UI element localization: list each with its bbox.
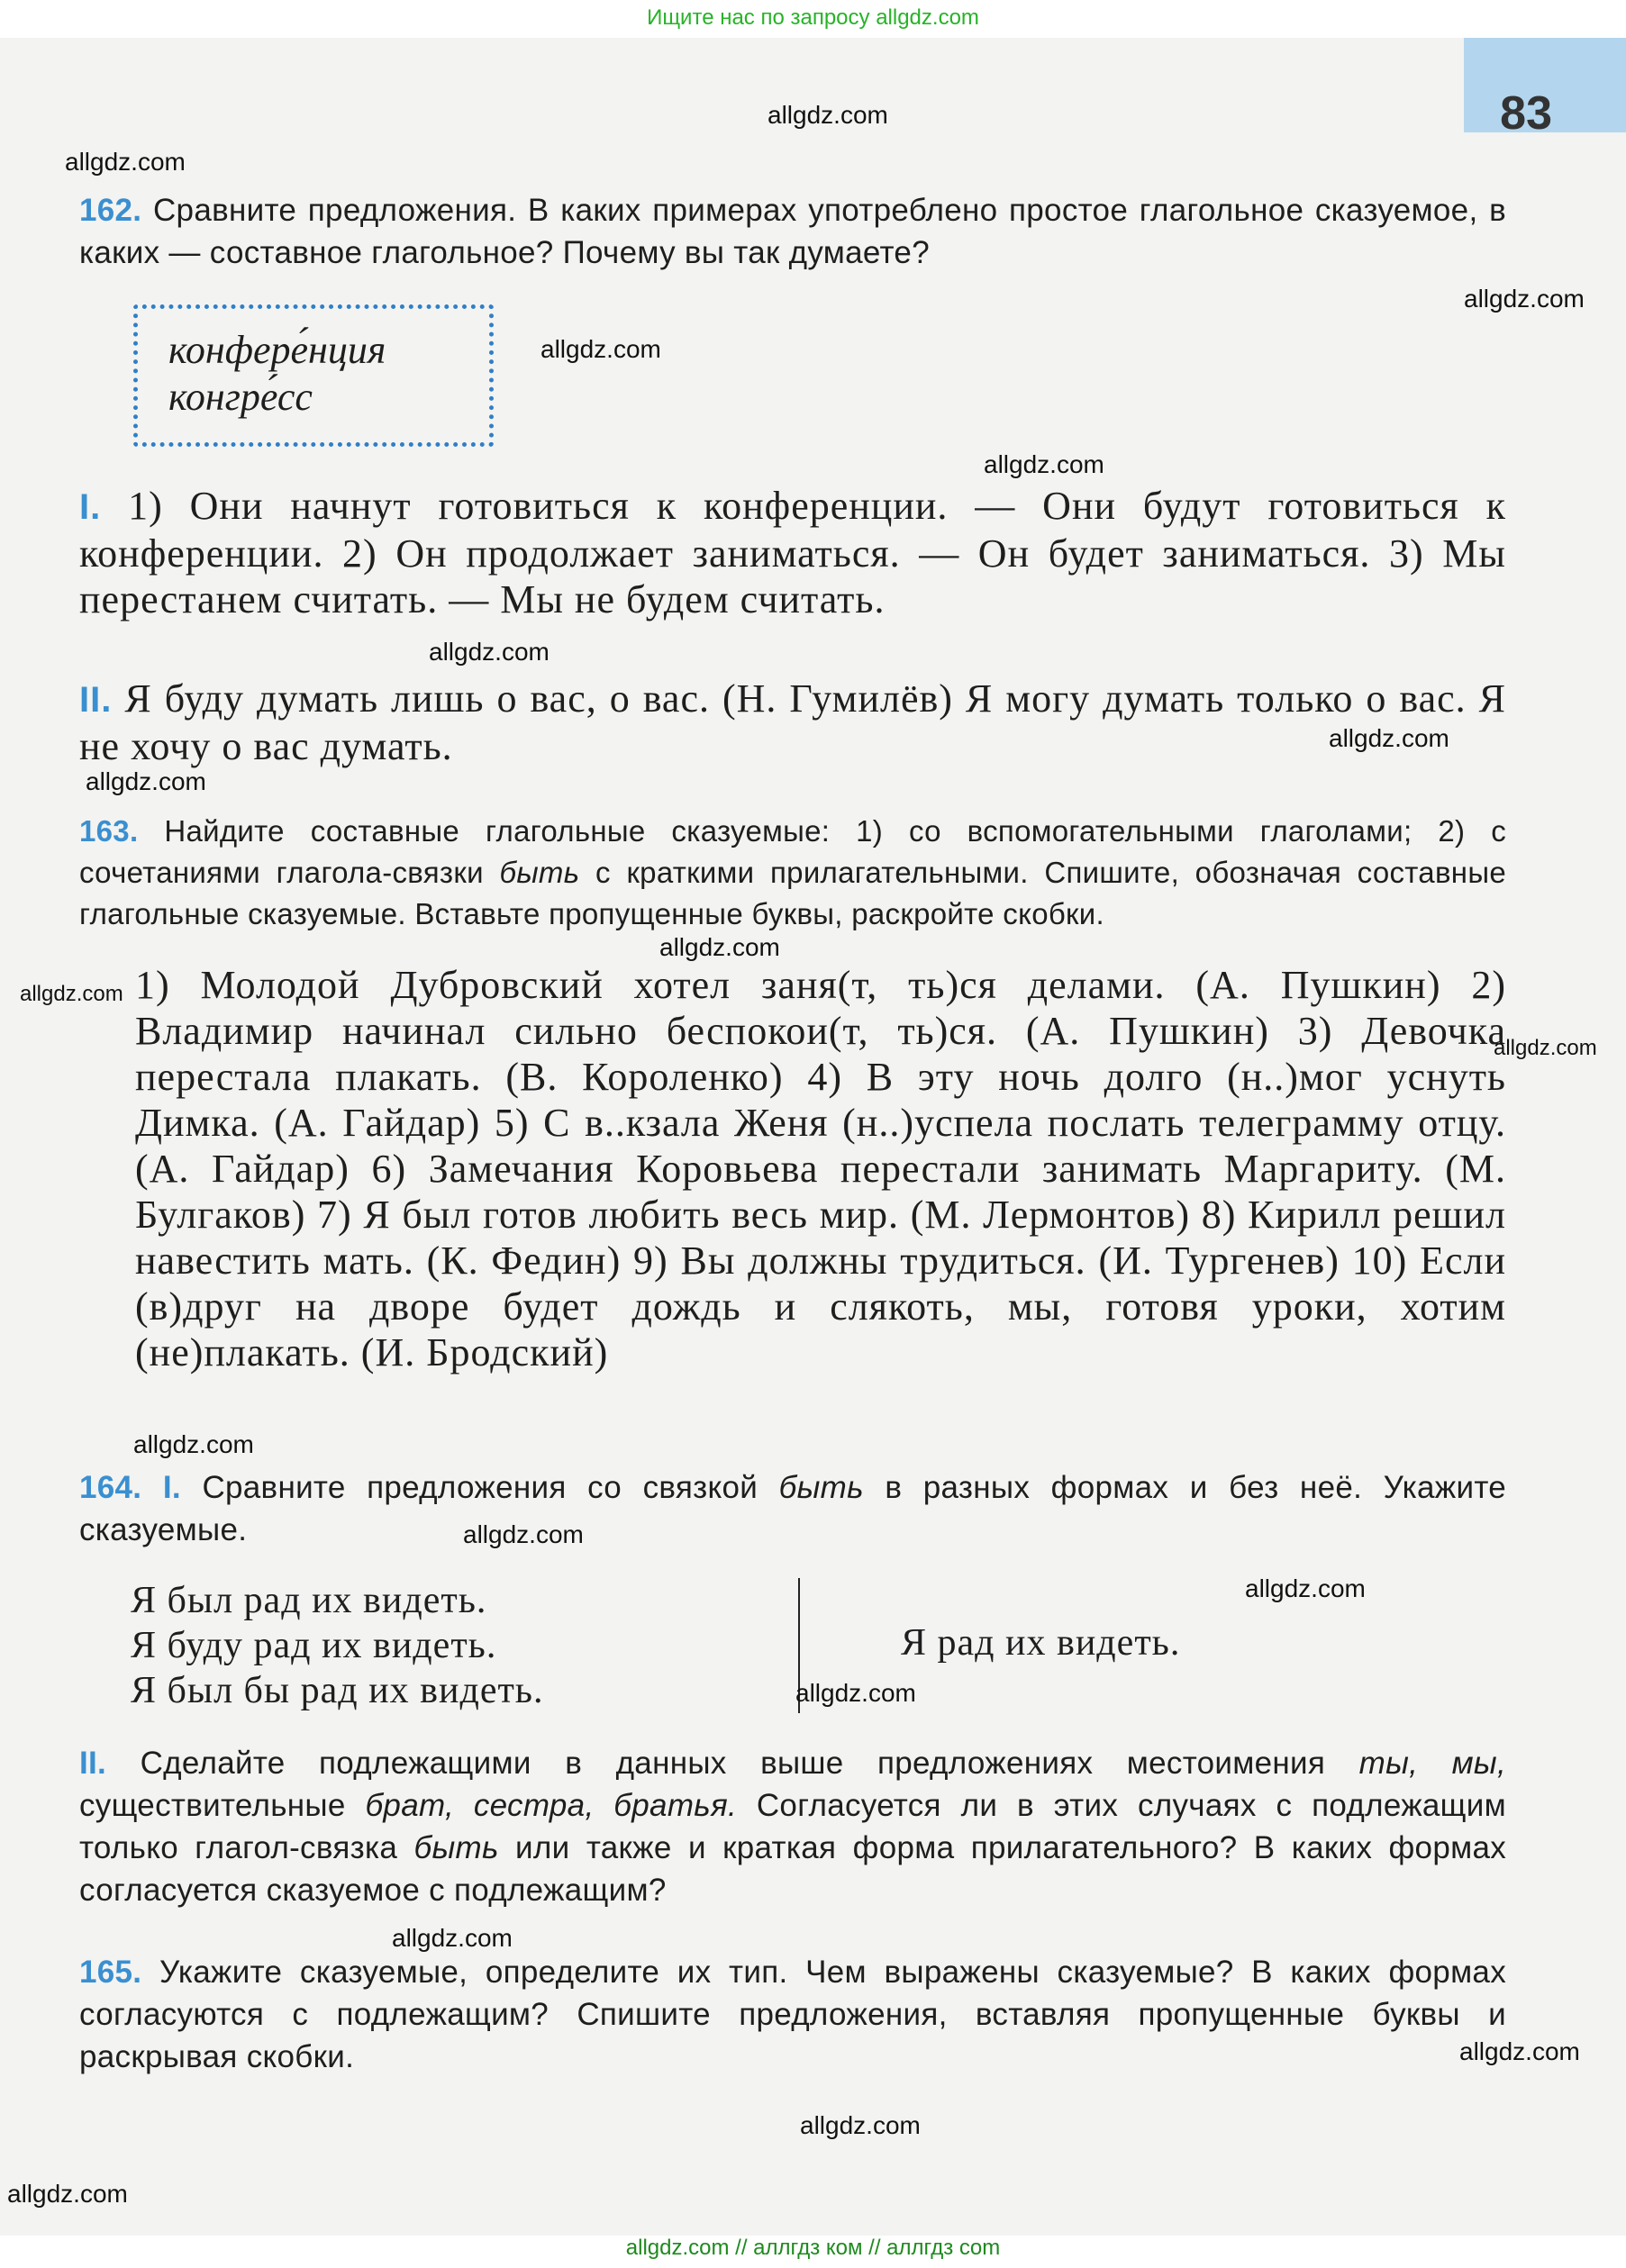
exercise-162-text: Сравните предложения. В каких примерах употреблено простое глагольное сказуемое, в каких — составное глагольное? Почему вы так думаете? (79, 193, 1507, 270)
vocab-word-1: конфере́нция (168, 328, 386, 372)
exercise-164-number: 164. (79, 1470, 142, 1505)
watermark: allgdz.com (65, 148, 186, 176)
exercise-162-part1-text: 1) Они начнут готовиться к конференции. — Они будут готовиться к конференции. 2) Он продолжает заниматься. — Он будет заниматься. 3) Мы перестанем считать. — Мы не будем считать. (79, 484, 1507, 621)
exercise-163-text-a: Найдите составные глагольные сказуемые: 1) со вспомогательными глаголами; 2) с сочетаниями глагола-связки (79, 814, 1506, 889)
part2-label: II. (79, 680, 113, 720)
exercise-164-task2-text-b: существительные (79, 1788, 346, 1823)
vocabulary-box (133, 304, 494, 447)
exercise-162-part2 (79, 676, 1506, 769)
watermark: allgdz.com (659, 933, 780, 961)
watermark: allgdz.com (1494, 1036, 1597, 1060)
watermark: allgdz.com (463, 1520, 584, 1548)
watermark: allgdz.com (86, 767, 206, 795)
exercise-163-task (79, 811, 1506, 935)
exercise-164-task2-em3: быть (413, 1830, 499, 1865)
part1-label: I. (79, 487, 102, 527)
exercise-164-task1-em: быть (778, 1470, 864, 1505)
exercise-164-task1-text-b: в разных формах и без неё. Укажите сказуемые. (79, 1470, 1507, 1547)
watermark: allgdz.com (984, 450, 1104, 478)
exercise-164-task2-text-c: Согласуется ли в этих случаях с подлежащим только глагол-связка (79, 1788, 1506, 1865)
top-banner[interactable]: Ищите нас по запросу allgdz.com (647, 5, 979, 30)
watermark: allgdz.com (1245, 1574, 1366, 1602)
watermark: allgdz.com (800, 2111, 921, 2139)
exercise-162-number: 162. (79, 193, 142, 228)
watermark: allgdz.com (1459, 2037, 1580, 2065)
watermark: allgdz.com (768, 101, 888, 129)
exercise-162-part2-text: Я буду думать лишь о вас, о вас. (Н. Гумилёв) Я могу думать только о вас. Я не хочу о вас думать. (79, 676, 1506, 768)
watermark: allgdz.com (429, 638, 550, 666)
exercise-164-task1-text-a: Сравните предложения со связкой (202, 1470, 758, 1505)
watermark: allgdz.com (540, 335, 661, 363)
exercise-164-task2-text-a: Сделайте подлежащими в данных выше предложениях местоимения (140, 1746, 1326, 1781)
exercise-163-em: быть (499, 856, 580, 889)
watermark: allgdz.com (7, 2180, 128, 2208)
exercise-164-task2-em2: брат, сестра, братья. (365, 1788, 738, 1823)
watermark: allgdz.com (133, 1430, 254, 1458)
exercise-164-task2 (79, 1742, 1506, 1911)
comparison-right-sentence: Я рад их видеть. (901, 1622, 1181, 1664)
exercise-162-part1 (79, 483, 1506, 622)
exercise-163-text: 1) Молодой Дубровский хотел заня(т, ть)ся делами. (А. Пушкин) 2) Владимир начинал сильно беспокои(т, ть)ся. (А. Пушкин) 3) Девочка перестала плакать. (В. Короленко) 4) В эту ночь долго (н..)мог уснуть Димка. (А. Гайдар) 5) С в..кзала Женя (н..)успела послать телеграмму отцу. (А. Гайдар) 6) Замечания Коровьева перестали занимать Маргариту. (М. Булгаков) 7) Я был готов любить весь мир. (М. Лермонтов) 8) Кирилл решил навестить мать. (К. Федин) 9) Вы должны трудиться. (И. Тургенев) 10) Если (в)друг на дворе будет дождь и слякоть, мы, готовя уроки, хотим (не)плакать. (И. Бродский) (135, 963, 1506, 1374)
exercise-164-task2-em1: ты, мы, (1358, 1746, 1507, 1781)
watermark: allgdz.com (392, 1924, 513, 1952)
comparison-left-sentences (131, 1578, 543, 1713)
watermark: allgdz.com (795, 1679, 916, 1707)
watermark: allgdz.com (20, 982, 123, 1006)
exercise-165-text: Укажите сказуемые, определите их тип. Чем выражены сказуемые? В каких формах согласуются с подлежащим? Спишите предложения, вставляя пропущенные буквы и раскрывая скобки. (79, 1955, 1506, 2074)
exercise-164-part2-label: II. (79, 1746, 107, 1781)
comparison-sentence: Я буду рад их видеть. (131, 1625, 497, 1666)
vocab-word-2: конгре́сс (168, 375, 313, 419)
exercise-165-number: 165. (79, 1955, 142, 1990)
comparison-sentence: Я был бы рад их видеть. (131, 1670, 544, 1711)
watermark: allgdz.com (1464, 285, 1585, 313)
exercise-163-number: 163. (79, 814, 139, 848)
comparison-sentence: Я был рад их видеть. (131, 1580, 487, 1621)
exercise-164-part1-label: I. (162, 1470, 181, 1505)
exercise-164-task2-text-d: или также и краткая форма прилагательного? В каких формах согласуется сказуемое с подлежащим? (79, 1830, 1507, 1908)
exercise-163-text-b: с краткими прилагательными. Спишите, обозначая составные глагольные сказуемые. Вставьте пропущенные буквы, раскройте скобки. (79, 856, 1506, 930)
page-number: 83 (1500, 87, 1552, 140)
exercise-165-task (79, 1951, 1506, 2078)
bottom-banner[interactable]: allgdz.com // аллгдз ком // аллгдз com (625, 2236, 1001, 2260)
watermark: allgdz.com (1329, 724, 1449, 752)
exercise-162-task (79, 189, 1506, 274)
exercise-164-task1 (79, 1466, 1506, 1551)
